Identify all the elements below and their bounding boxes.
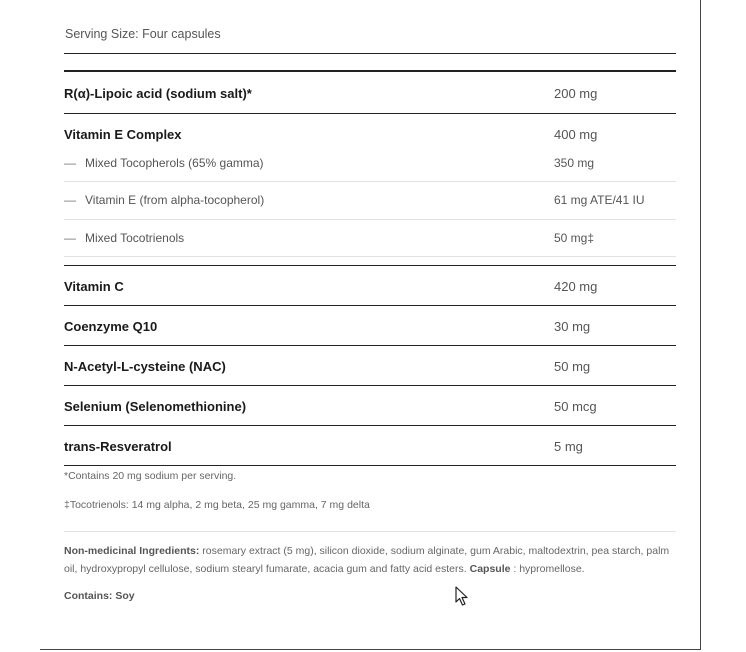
nutrient-name: Vitamin E Complex <box>64 126 182 142</box>
nutrient-amount: 200 mg <box>554 85 598 101</box>
divider <box>64 265 676 266</box>
divider <box>64 385 676 386</box>
nutrient-row-coq10 <box>64 316 676 336</box>
nutrient-amount: 350 mg <box>554 156 595 170</box>
ingredients-text: rosemary extract (5 mg), silicon dioxide, sodium alginate, gum Arabic, maltodextrin, pea starch, palm oil, hydroxypropyl cellulose, sodium stearyl fumarate, acacia gum and fatty acid esters. <box>64 545 670 575</box>
footnote-sodium: *Contains 20 mg sodium per serving. <box>64 470 237 482</box>
dash-marker: — <box>64 193 76 207</box>
supplement-facts-panel <box>40 0 701 650</box>
allergen-statement: Contains: Soy <box>64 590 135 602</box>
nutrient-amount: 30 mg <box>554 318 591 334</box>
nutrient-name: Mixed Tocotrienols <box>85 231 185 245</box>
sub-nutrient-row-tocotrienols <box>64 228 676 248</box>
nutrient-name: Mixed Tocopherols (65% gamma) <box>85 156 264 170</box>
nutrient-name: N-Acetyl-L-cysteine (NAC) <box>64 358 226 374</box>
non-medicinal-ingredients <box>64 542 674 578</box>
nutrient-row-nac <box>64 356 676 376</box>
nutrient-name: Vitamin C <box>64 278 124 294</box>
nutrient-row-vitamin-e <box>64 124 676 144</box>
nutrient-amount: 50 mg‡ <box>554 231 595 245</box>
capsule-text: : hypromellose. <box>510 563 585 575</box>
divider <box>64 305 676 306</box>
dash-marker: — <box>64 231 76 245</box>
capsule-label: Capsule <box>469 563 511 575</box>
divider-light <box>64 531 676 532</box>
divider-light <box>64 181 676 182</box>
divider-light <box>64 256 676 257</box>
sub-nutrient-row-alpha-tocopherol <box>64 190 676 210</box>
nutrient-amount: 420 mg <box>554 278 598 294</box>
divider-thick <box>64 70 676 72</box>
nutrient-row-vitamin-c <box>64 276 676 296</box>
divider-light <box>64 219 676 220</box>
nutrient-amount: 400 mg <box>554 126 598 142</box>
nutrient-name: Coenzyme Q10 <box>64 318 158 334</box>
dash-marker: — <box>64 156 76 170</box>
nutrient-amount: 50 mg <box>554 358 591 374</box>
divider <box>64 465 676 466</box>
nutrient-name: Vitamin E (from alpha-tocopherol) <box>85 193 265 207</box>
nutrient-amount: 5 mg <box>554 438 583 454</box>
footnote-tocotrienols: ‡Tocotrienols: 14 mg alpha, 2 mg beta, 25 mg gamma, 7 mg delta <box>64 499 370 511</box>
serving-size: Serving Size: Four capsules <box>65 27 221 41</box>
nutrient-amount: 61 mg ATE/41 IU <box>554 193 645 207</box>
divider <box>64 53 676 54</box>
sub-nutrient-row-tocopherols <box>64 153 676 173</box>
nutrient-name: Selenium (Selenomethionine) <box>64 398 247 414</box>
ingredients-label: Non-medicinal Ingredients: <box>64 545 200 557</box>
divider <box>64 425 676 426</box>
nutrient-row-resveratrol <box>64 436 676 456</box>
nutrient-name: R(α)-Lipoic acid (sodium salt)* <box>64 85 252 101</box>
nutrient-row-lipoic-acid <box>64 83 676 103</box>
divider <box>64 345 676 346</box>
nutrient-amount: 50 mcg <box>554 398 597 414</box>
divider <box>64 113 676 114</box>
mouse-pointer-icon <box>455 586 469 606</box>
nutrient-name: trans-Resveratrol <box>64 438 172 454</box>
nutrient-row-selenium <box>64 396 676 416</box>
